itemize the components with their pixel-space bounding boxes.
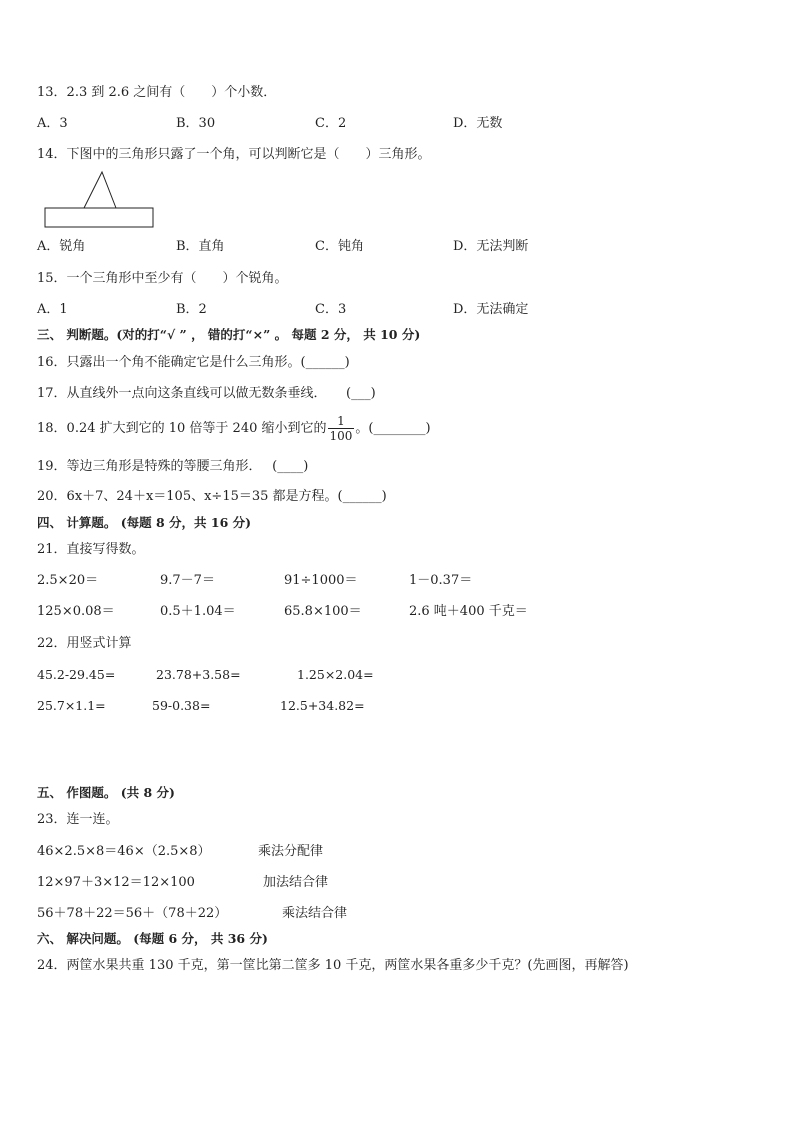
q23-right-1: 乘法分配律 (258, 844, 324, 859)
q14-cover-rectangle (45, 208, 153, 227)
q14-option-d: D．无法判断 (453, 239, 529, 254)
q14-option-c: C．钝角 (315, 239, 364, 254)
section4-title: 四、 计算题。 (每题 8 分，共 16 分) (37, 515, 252, 530)
q15-stem: 15．一个三角形中至少有（ ）个锐角。 (37, 271, 288, 286)
q23-left-1: 46×2.5×8＝46×（2.5×8） (37, 844, 211, 859)
q16: 16．只露出一个角不能确定它是什么三角形。(______) (37, 355, 350, 370)
q14-stem: 14．下图中的三角形只露了一个角，可以判断它是（ ）三角形。 (37, 147, 431, 162)
q22-item-1: 45.2-29.45= (37, 667, 116, 682)
q15-option-c: C．3 (315, 302, 347, 317)
q21: 21．直接写得数。 (37, 542, 145, 557)
section5-title: 五、 作图题。 (共 8 分) (37, 785, 175, 800)
q15-option-b: B．2 (176, 302, 207, 317)
q13-option-b: B．30 (176, 116, 216, 131)
q17: 17．从直线外一点向这条直线可以做无数条垂线． (___) (37, 386, 376, 401)
q21-item-8: 2.6 吨＋400 千克＝ (409, 604, 528, 619)
q13-option-c: C．2 (315, 116, 347, 131)
q14-option-a: A．锐角 (37, 239, 86, 254)
q21-item-3: 91÷1000＝ (284, 573, 358, 588)
q13-stem: 13．2.3 到 2.6 之间有（ ）个小数． (37, 85, 277, 100)
q13-option-a: A．3 (37, 116, 68, 131)
q20: 20．6x＋7、24＋x＝105、x÷15＝35 都是方程。(______) (37, 489, 387, 504)
q23-right-2: 加法结合律 (263, 875, 329, 890)
q18-fraction-denominator: 100 (329, 429, 353, 443)
q22-item-5: 59-0.38= (152, 698, 211, 713)
q14-triangle-angle (84, 172, 116, 208)
q21-item-4: 1－0.37＝ (409, 573, 473, 588)
q21-item-6: 0.5＋1.04＝ (160, 604, 236, 619)
q15-option-d: D．无法确定 (453, 302, 529, 317)
q22-item-2: 23.78+3.58= (156, 667, 241, 682)
q23-left-3: 56＋78＋22＝56＋（78＋22） (37, 906, 228, 921)
q21-item-2: 9.7－7＝ (160, 573, 215, 588)
q14-option-b: B．直角 (176, 239, 225, 254)
q21-item-7: 65.8×100＝ (284, 604, 362, 619)
q18 (37, 409, 431, 449)
q21-item-1: 2.5×20＝ (37, 573, 99, 588)
q18-fraction (328, 414, 355, 443)
q21-item-5: 125×0.08＝ (37, 604, 115, 619)
section3-title: 三、 判断题。(对的打“√ ” ， 错的打“×” 。 每题 2 分， 共 10 分) (37, 327, 421, 342)
q22: 22．用竖式计算 (37, 636, 132, 651)
q14-triangle-figure (44, 168, 156, 232)
q13-option-d: D．无数 (453, 116, 503, 131)
q15-option-a: A．1 (37, 302, 68, 317)
q19: 19．等边三角形是特殊的等腰三角形． (____) (37, 459, 309, 474)
q23-left-2: 12×97＋3×12＝12×100 (37, 875, 195, 890)
q23: 23．连一连。 (37, 812, 119, 827)
q18-fraction-numerator: 1 (328, 414, 355, 429)
q23-right-3: 乘法结合律 (282, 906, 348, 921)
section6-title: 六、 解决问题。 (每题 6 分， 共 36 分) (37, 931, 268, 946)
q18-text: 18．0.24 扩大到它的 10 倍等于 240 缩小到它的 (37, 421, 327, 436)
q22-item-6: 12.5+34.82= (280, 698, 365, 713)
q24: 24．两筐水果共重 130 千克，第一筐比第二筐多 10 千克，两筐水果各重多少千克？(先画图，再解答) (37, 958, 629, 973)
q18-answer-blank: 。(________) (355, 421, 431, 436)
q22-item-4: 25.7×1.1= (37, 698, 106, 713)
q22-item-3: 1.25×2.04= (297, 667, 374, 682)
